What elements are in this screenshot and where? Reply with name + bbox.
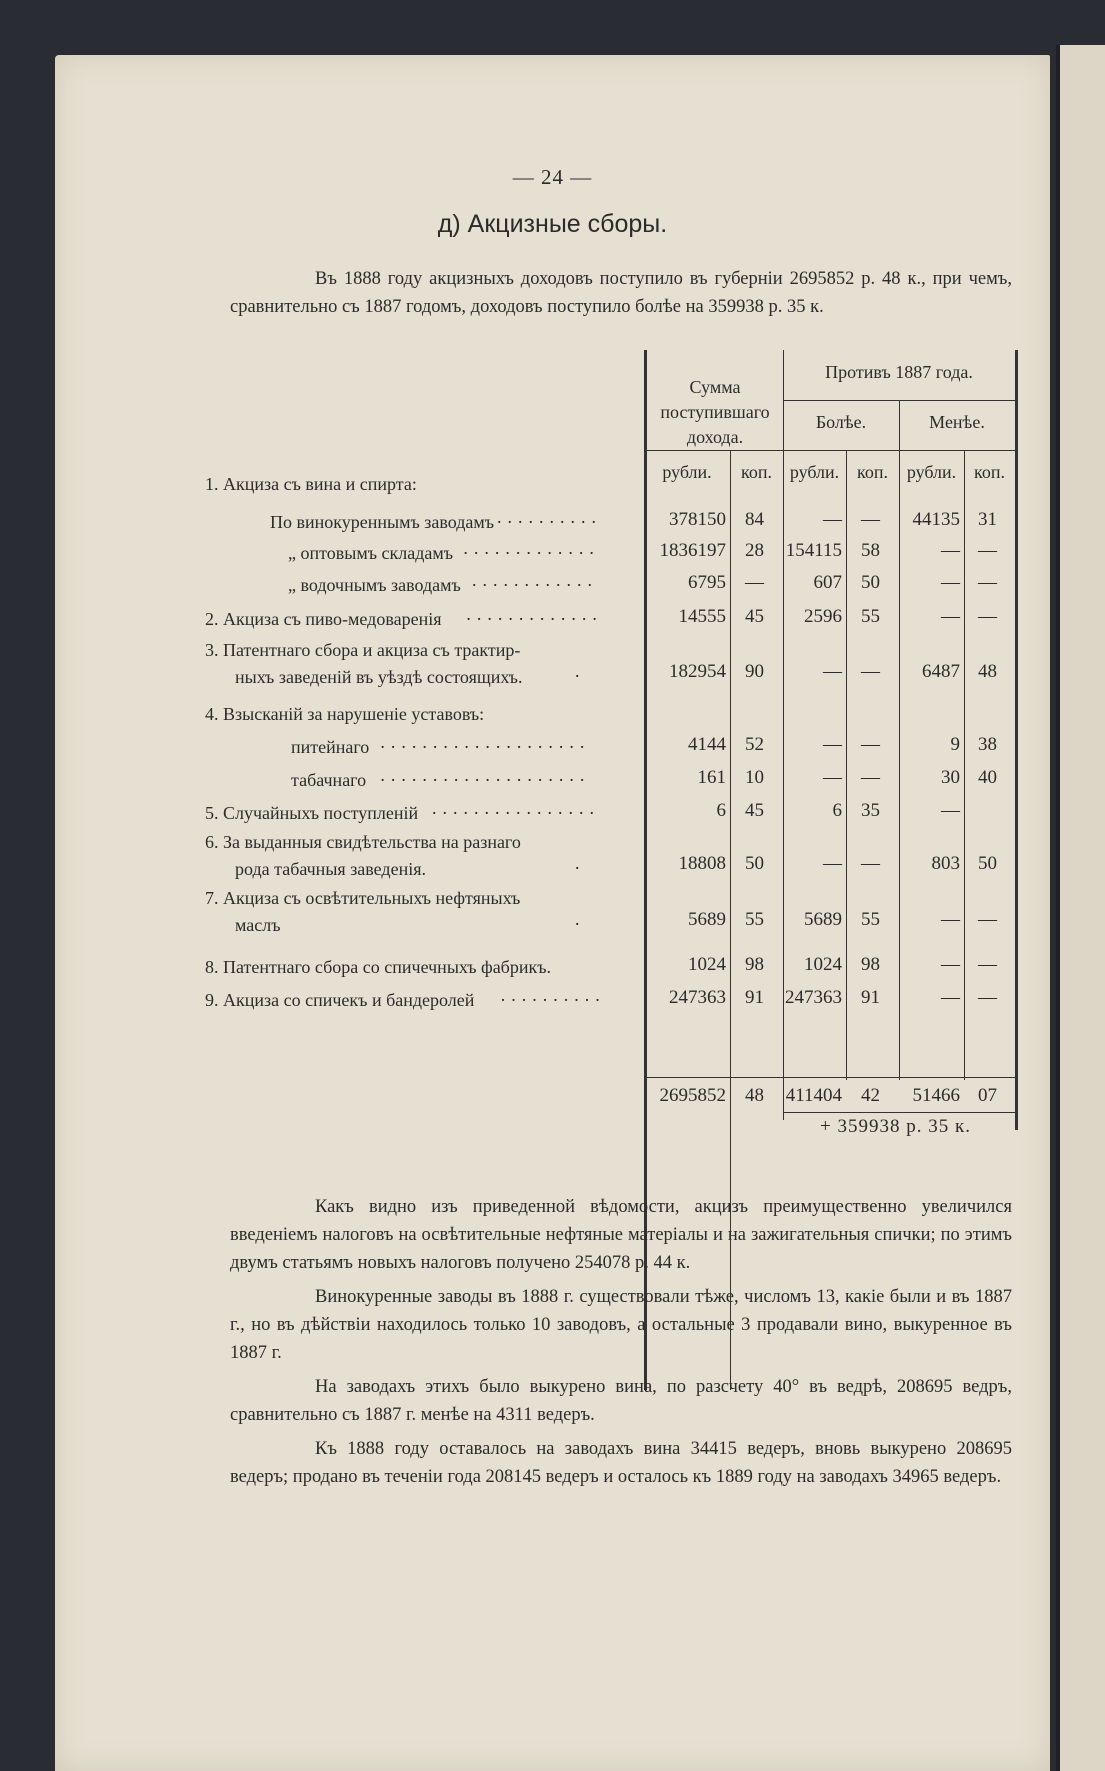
total-more-kop: 42 — [861, 1085, 880, 1106]
cell-sum-r: 247363 — [669, 987, 726, 1008]
row-label: 1. Акциза съ вина и спирта: — [205, 474, 417, 494]
section-title: д) Акцизные сборы. — [437, 210, 668, 238]
table-horizontal-rule — [783, 1112, 1015, 1113]
cell-sum-r: 14555 — [678, 606, 726, 627]
total-less-rub: 51466 — [912, 1085, 960, 1106]
cell-more-k: — — [861, 509, 880, 530]
cell-more-k: 35 — [861, 800, 880, 821]
row-label: 2. Акциза съ пиво-медоваренія — [205, 609, 442, 629]
cell-sum-k: 10 — [745, 767, 764, 788]
cell-less-k: 50 — [978, 853, 997, 874]
cell-less-r: — — [941, 909, 960, 930]
cell-less-k: 40 — [978, 767, 997, 788]
cell-more-r: 607 — [813, 572, 842, 593]
row-label-line2: ныхъ заведеній въ уѣздѣ состоящихъ. — [235, 667, 523, 687]
header-sum-kop: коп. — [741, 462, 772, 482]
row-label: 4. Взысканій за нарушеніе уставовъ: — [205, 704, 485, 724]
leader-dots: . — [575, 661, 586, 681]
cell-sum-r: 6 — [716, 800, 726, 821]
cell-more-r: 1024 — [804, 954, 842, 975]
cell-sum-k: 52 — [745, 734, 764, 755]
header-more: Болѣе. — [815, 412, 867, 432]
cell-more-k: — — [861, 734, 880, 755]
cell-more-k: 50 — [861, 572, 880, 593]
row-label-line2: рода табачныя заведенія. — [235, 859, 426, 879]
leader-dots: ............. — [463, 538, 600, 558]
cell-more-r: — — [823, 734, 842, 755]
table-horizontal-rule — [644, 1077, 1015, 1078]
cell-sum-k: 91 — [745, 987, 764, 1008]
header-sum-rub: рубли. — [662, 462, 712, 482]
body-text — [230, 1193, 1012, 1497]
cell-sum-k: 98 — [745, 954, 764, 975]
intro-paragraph: Въ 1888 году акцизныхъ доходовъ поступило въ губерніи 2695852 р. 48 к., при чемъ, сравнительно съ 1887 годомъ, доходовъ поступило болѣе на 359938 р. 35 к. — [230, 269, 1012, 317]
table-vertical-rule — [964, 450, 965, 1080]
total-sum-kop: 48 — [745, 1085, 764, 1106]
cell-more-r: 2596 — [804, 606, 842, 627]
cell-sum-r: 378150 — [669, 509, 726, 530]
paragraph-2: Винокуренные заводы въ 1888 г. существовали тѣже, числомъ 13, какіе были и въ 1887 г., но въ дѣйствіи находилось только 10 заводовъ, а остальные 3 продавали вино, выкуренное въ 1887 г. — [230, 1287, 1012, 1363]
net-difference: + 359938 р. 35 к. — [820, 1116, 971, 1137]
cell-less-k: — — [978, 909, 997, 930]
cell-sum-r: 161 — [697, 767, 726, 788]
cell-less-k: — — [978, 572, 997, 593]
cell-sum-r: 1024 — [688, 954, 726, 975]
leader-dots: .................... — [380, 732, 591, 752]
row-label: „ оптовымъ складамъ — [288, 543, 454, 563]
cell-less-r: — — [941, 954, 960, 975]
cell-more-k: — — [861, 767, 880, 788]
cell-sum-k: 45 — [745, 800, 764, 821]
cell-less-k: — — [978, 987, 997, 1008]
cell-less-r: 6487 — [922, 661, 960, 682]
cell-less-r: 803 — [931, 853, 960, 874]
cell-more-r: 5689 — [804, 909, 842, 930]
row-label: 8. Патентнаго сбора со спичечныхъ фабрикъ. — [205, 957, 552, 977]
cell-more-r: 6 — [832, 800, 842, 821]
cell-more-r: 154115 — [785, 540, 842, 561]
cell-sum-r: 1836197 — [659, 540, 726, 561]
table-vertical-rule — [846, 450, 847, 1080]
table-vertical-rule — [899, 400, 900, 1080]
cell-less-r: — — [941, 606, 960, 627]
cell-more-k: 55 — [861, 909, 880, 930]
cell-sum-k: — — [745, 572, 764, 593]
header-more-rub: рубли. — [789, 462, 840, 482]
paragraph-3: На заводахъ этихъ было выкурено вина, по разсчету 40° въ ведрѣ, 208695 ведръ, сравнительно съ 1887 г. менѣе на 4311 ведеръ. — [230, 1377, 1012, 1425]
cell-more-r: — — [823, 853, 842, 874]
total-less-kop: 07 — [978, 1085, 997, 1106]
cell-sum-k: 45 — [745, 606, 764, 627]
leader-dots: . — [575, 909, 586, 929]
cell-less-r: 44135 — [912, 509, 960, 530]
header-less: Менѣе. — [929, 412, 985, 432]
leader-dots: . — [575, 853, 586, 873]
cell-less-k: — — [978, 540, 997, 561]
cell-less-k: 38 — [978, 734, 997, 755]
cell-more-k: — — [861, 853, 880, 874]
cell-less-k: 48 — [978, 661, 997, 682]
header-less-kop: коп. — [974, 462, 1005, 482]
paragraph-1: Какъ видно изъ приведенной вѣдомости, акцизъ преимущественно увеличился введеніемъ налоговъ на освѣтительные нефтяные матеріалы и на зажигательныя спички; по этимъ двумъ статьямъ новыхъ налоговъ получено 254078 р. 44 к. — [230, 1197, 1012, 1273]
leader-dots: .......... — [500, 985, 606, 1005]
page-number: — 24 — — [512, 165, 593, 189]
row-label: табачнаго — [291, 770, 367, 790]
leader-dots: .................... — [380, 765, 591, 785]
table-horizontal-rule — [783, 400, 1015, 401]
cell-less-r: 9 — [950, 734, 960, 755]
cell-more-k: — — [861, 661, 880, 682]
leader-dots: ............. — [466, 604, 603, 624]
cell-more-r: — — [823, 509, 842, 530]
header-against-1887: Противъ 1887 года. — [825, 362, 973, 382]
row-label-line1: 7. Акциза съ освѣтительныхъ нефтяныхъ — [205, 888, 521, 908]
leader-dots: .......... — [497, 507, 602, 527]
row-label: 5. Случайныхъ поступленій — [205, 803, 419, 823]
row-label: питейнаго — [291, 737, 370, 757]
next-page-edge — [1056, 45, 1105, 1771]
cell-less-r: — — [941, 572, 960, 593]
cell-sum-k: 55 — [745, 909, 764, 930]
table-vertical-rule — [783, 350, 784, 1120]
header-less-rub: рубли. — [906, 462, 957, 482]
cell-more-r: 247363 — [785, 987, 842, 1008]
paragraph-4: Къ 1888 году оставалось на заводахъ вина 34415 ведеръ, вновь выкурено 208695 ведеръ; продано въ теченіи года 208145 ведеръ и осталось къ 1889 году на заводахъ 34965 ведеръ. — [230, 1439, 1012, 1487]
row-label-line1: 6. За выданныя свидѣтельства на разнаго — [205, 832, 521, 852]
total-sum-rub: 2695852 — [659, 1085, 726, 1106]
cell-more-k: 58 — [861, 540, 880, 561]
cell-less-r: 30 — [941, 767, 960, 788]
cell-less-r: — — [941, 800, 960, 821]
document-page — [55, 55, 1050, 1771]
cell-sum-k: 84 — [745, 509, 764, 530]
cell-sum-k: 90 — [745, 661, 764, 682]
cell-more-k: 98 — [861, 954, 880, 975]
header-more-kop: коп. — [857, 462, 888, 482]
row-label: 9. Акциза со спичекъ и бандеролей — [205, 990, 475, 1010]
cell-sum-r: 18808 — [678, 853, 726, 874]
row-label-line2: маслъ — [235, 915, 281, 935]
cell-more-k: 91 — [861, 987, 880, 1008]
row-label: „ водочнымъ заводамъ — [288, 575, 461, 595]
cell-sum-k: 50 — [745, 853, 764, 874]
table-horizontal-rule — [644, 450, 1015, 451]
cell-more-r: — — [823, 661, 842, 682]
leader-dots: ............ — [472, 570, 598, 590]
cell-less-k: — — [978, 954, 997, 975]
cell-less-k: — — [978, 606, 997, 627]
header-sum: Сумма поступившаго дохода. — [660, 377, 770, 447]
total-more-rub: 411404 — [785, 1085, 842, 1106]
row-label-line1: 3. Патентнаго сбора и акциза съ трактир- — [205, 640, 521, 660]
cell-less-k: 31 — [978, 509, 997, 530]
row-label: По винокуреннымъ заводамъ — [270, 512, 495, 532]
cell-more-r: — — [823, 767, 842, 788]
cell-sum-r: 4144 — [688, 734, 726, 755]
cell-less-r: — — [941, 540, 960, 561]
cell-sum-r: 182954 — [669, 661, 726, 682]
cell-sum-r: 6795 — [688, 572, 726, 593]
cell-sum-r: 5689 — [688, 909, 726, 930]
cell-less-r: — — [941, 987, 960, 1008]
leader-dots: ................ — [432, 798, 600, 818]
cell-sum-k: 28 — [745, 540, 764, 561]
cell-more-k: 55 — [861, 606, 880, 627]
table-vertical-rule — [1015, 350, 1018, 1130]
